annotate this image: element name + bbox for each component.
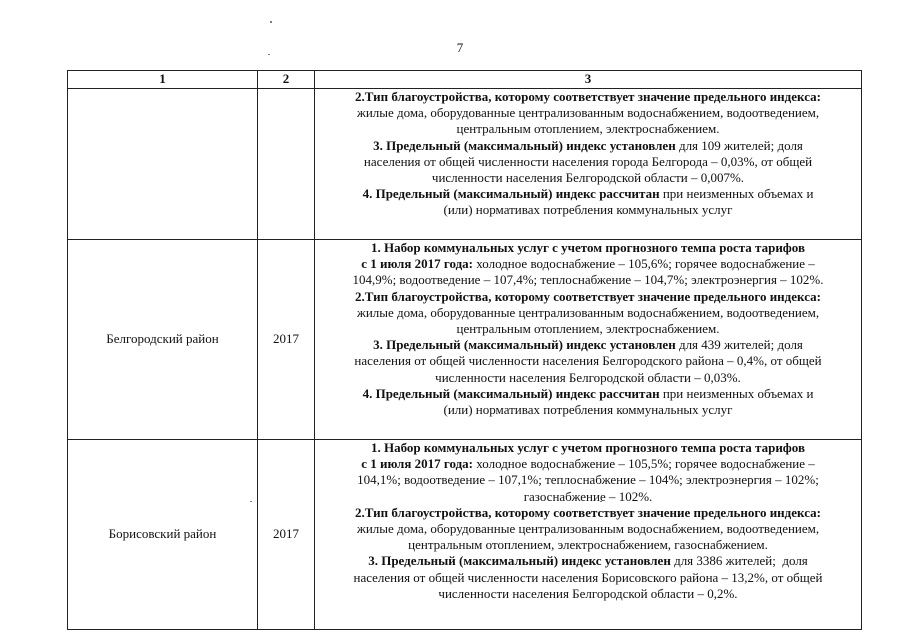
description-line (315, 489, 861, 505)
bold-text: 4. Предельный (максимальный) индекс рассчитан (362, 186, 660, 202)
regular-text: центральным отоплением, электроснабжением. (456, 321, 720, 337)
column-header-2: 2 (258, 71, 315, 89)
column-header-1: 1 (68, 71, 258, 89)
description-line (315, 272, 861, 288)
regular-text: (или) нормативах потребления коммунальных услуг (443, 202, 733, 218)
bold-text: с 1 июля 2017 года: (361, 256, 473, 272)
description-line (315, 353, 861, 369)
description-line (315, 321, 861, 337)
description-line (315, 505, 861, 521)
regular-text: для 3386 жителей; доля (670, 553, 808, 569)
regular-text: населения от общей численности населения города Белгорода – 0,03%, от общей (363, 153, 813, 169)
district-name: Борисовский район (68, 440, 258, 630)
table-row (68, 89, 862, 240)
description-line (315, 138, 861, 154)
bold-text: с 1 июля 2017 года: (361, 456, 473, 472)
description-line (315, 586, 861, 602)
description-line (315, 521, 861, 537)
bold-text: 2.Тип благоустройства, которому соответствует значение предельного индекса: (355, 89, 821, 104)
regular-text: для 439 жителей; доля (675, 337, 803, 353)
regular-text: численности населения Белгородской области – 0,03%. (435, 369, 741, 385)
regular-text: 104,1%; водоотведение – 107,1%; теплоснабжение – 104%; электроэнергия – 102%; (357, 472, 819, 488)
regular-text: жилые дома, оборудованные централизованным водоснабжением, водоотведением, (356, 304, 820, 320)
description-line (315, 289, 861, 305)
description-line (315, 456, 861, 472)
bold-text: 3. Предельный (максимальный) индекс установлен (373, 337, 676, 353)
bold-text: 3. Предельный (максимальный) индекс установлен (373, 137, 676, 153)
table-header-row (68, 71, 862, 89)
description-line (315, 402, 861, 418)
regular-text: 104,9%; водоотведение – 107,4%; теплоснабжение – 104,7%; электроэнергия – 102%. (352, 272, 824, 288)
district-name (68, 89, 258, 240)
bold-text: 2.Тип благоустройства, которому соответствует значение предельного индекса: (355, 504, 821, 520)
regular-text: центральным отоплением, электроснабжением. (456, 121, 720, 137)
bold-text: 1. Набор коммунальных услуг с учетом прогнозного темпа роста тарифов (370, 440, 806, 455)
description-line (315, 240, 861, 256)
description-line (315, 386, 861, 402)
description-cell (315, 240, 862, 440)
description-line (315, 440, 861, 456)
scan-speck (270, 21, 272, 23)
regular-text: для 109 жителей; доля (675, 137, 803, 153)
description-line (315, 154, 861, 170)
description-line (315, 89, 861, 105)
year-cell: 2017 (258, 440, 315, 630)
regular-text: центральным отоплением, электроснабжением, газоснабжением. (408, 537, 768, 553)
regular-text: населения от общей численности населения Борисовского района – 13,2%, от общей (353, 569, 823, 585)
description-cell (315, 89, 862, 240)
description-line (315, 256, 861, 272)
regular-text: жилые дома, оборудованные централизованным водоснабжением, водоотведением, (356, 105, 820, 121)
description-line (315, 337, 861, 353)
description-line (315, 202, 861, 218)
description-line (315, 570, 861, 586)
regular-text: численности населения Белгородской области – 0,2%. (438, 585, 738, 601)
description-line (315, 305, 861, 321)
column-header-3: 3 (315, 71, 862, 89)
description-line (315, 537, 861, 553)
regular-text: населения от общей численности населения Белгородского района – 0,4%, от общей (354, 353, 822, 369)
description-line (315, 121, 861, 137)
description-line (315, 370, 861, 386)
table-row (68, 240, 862, 440)
bold-text: 3. Предельный (максимальный) индекс установлен (368, 553, 671, 569)
regular-text: холодное водоснабжение – 105,5%; горячее водоснабжение – (473, 456, 815, 472)
bold-text: 4. Предельный (максимальный) индекс рассчитан (362, 385, 660, 401)
page-number: 7 (456, 40, 464, 55)
regular-text: газоснабжение – 102%. (523, 488, 653, 504)
description-cell (315, 440, 862, 630)
bold-text: 1. Набор коммунальных услуг с учетом прогнозного темпа роста тарифов (370, 240, 806, 255)
regular-text: холодное водоснабжение – 105,6%; горячее водоснабжение – (473, 256, 815, 272)
bold-text: 2.Тип благоустройства, которому соответствует значение предельного индекса: (355, 288, 821, 304)
table-row (68, 440, 862, 630)
regular-text: жилые дома, оборудованные централизованным водоснабжением, водоотведением, (356, 521, 820, 537)
description-line (315, 553, 861, 569)
regular-text: при неизменных объемах и (659, 186, 814, 202)
description-line (315, 105, 861, 121)
regular-text: (или) нормативах потребления коммунальных услуг (443, 402, 733, 418)
district-name: Белгородский район (68, 240, 258, 440)
regular-text: численности населения Белгородской области – 0,007%. (431, 170, 745, 186)
description-line (315, 186, 861, 202)
scan-speck (268, 54, 270, 55)
year-cell (258, 89, 315, 240)
year-cell: 2017 (258, 240, 315, 440)
tariff-table (67, 70, 862, 630)
regular-text: при неизменных объемах и (659, 385, 814, 401)
description-line (315, 170, 861, 186)
description-line (315, 472, 861, 488)
